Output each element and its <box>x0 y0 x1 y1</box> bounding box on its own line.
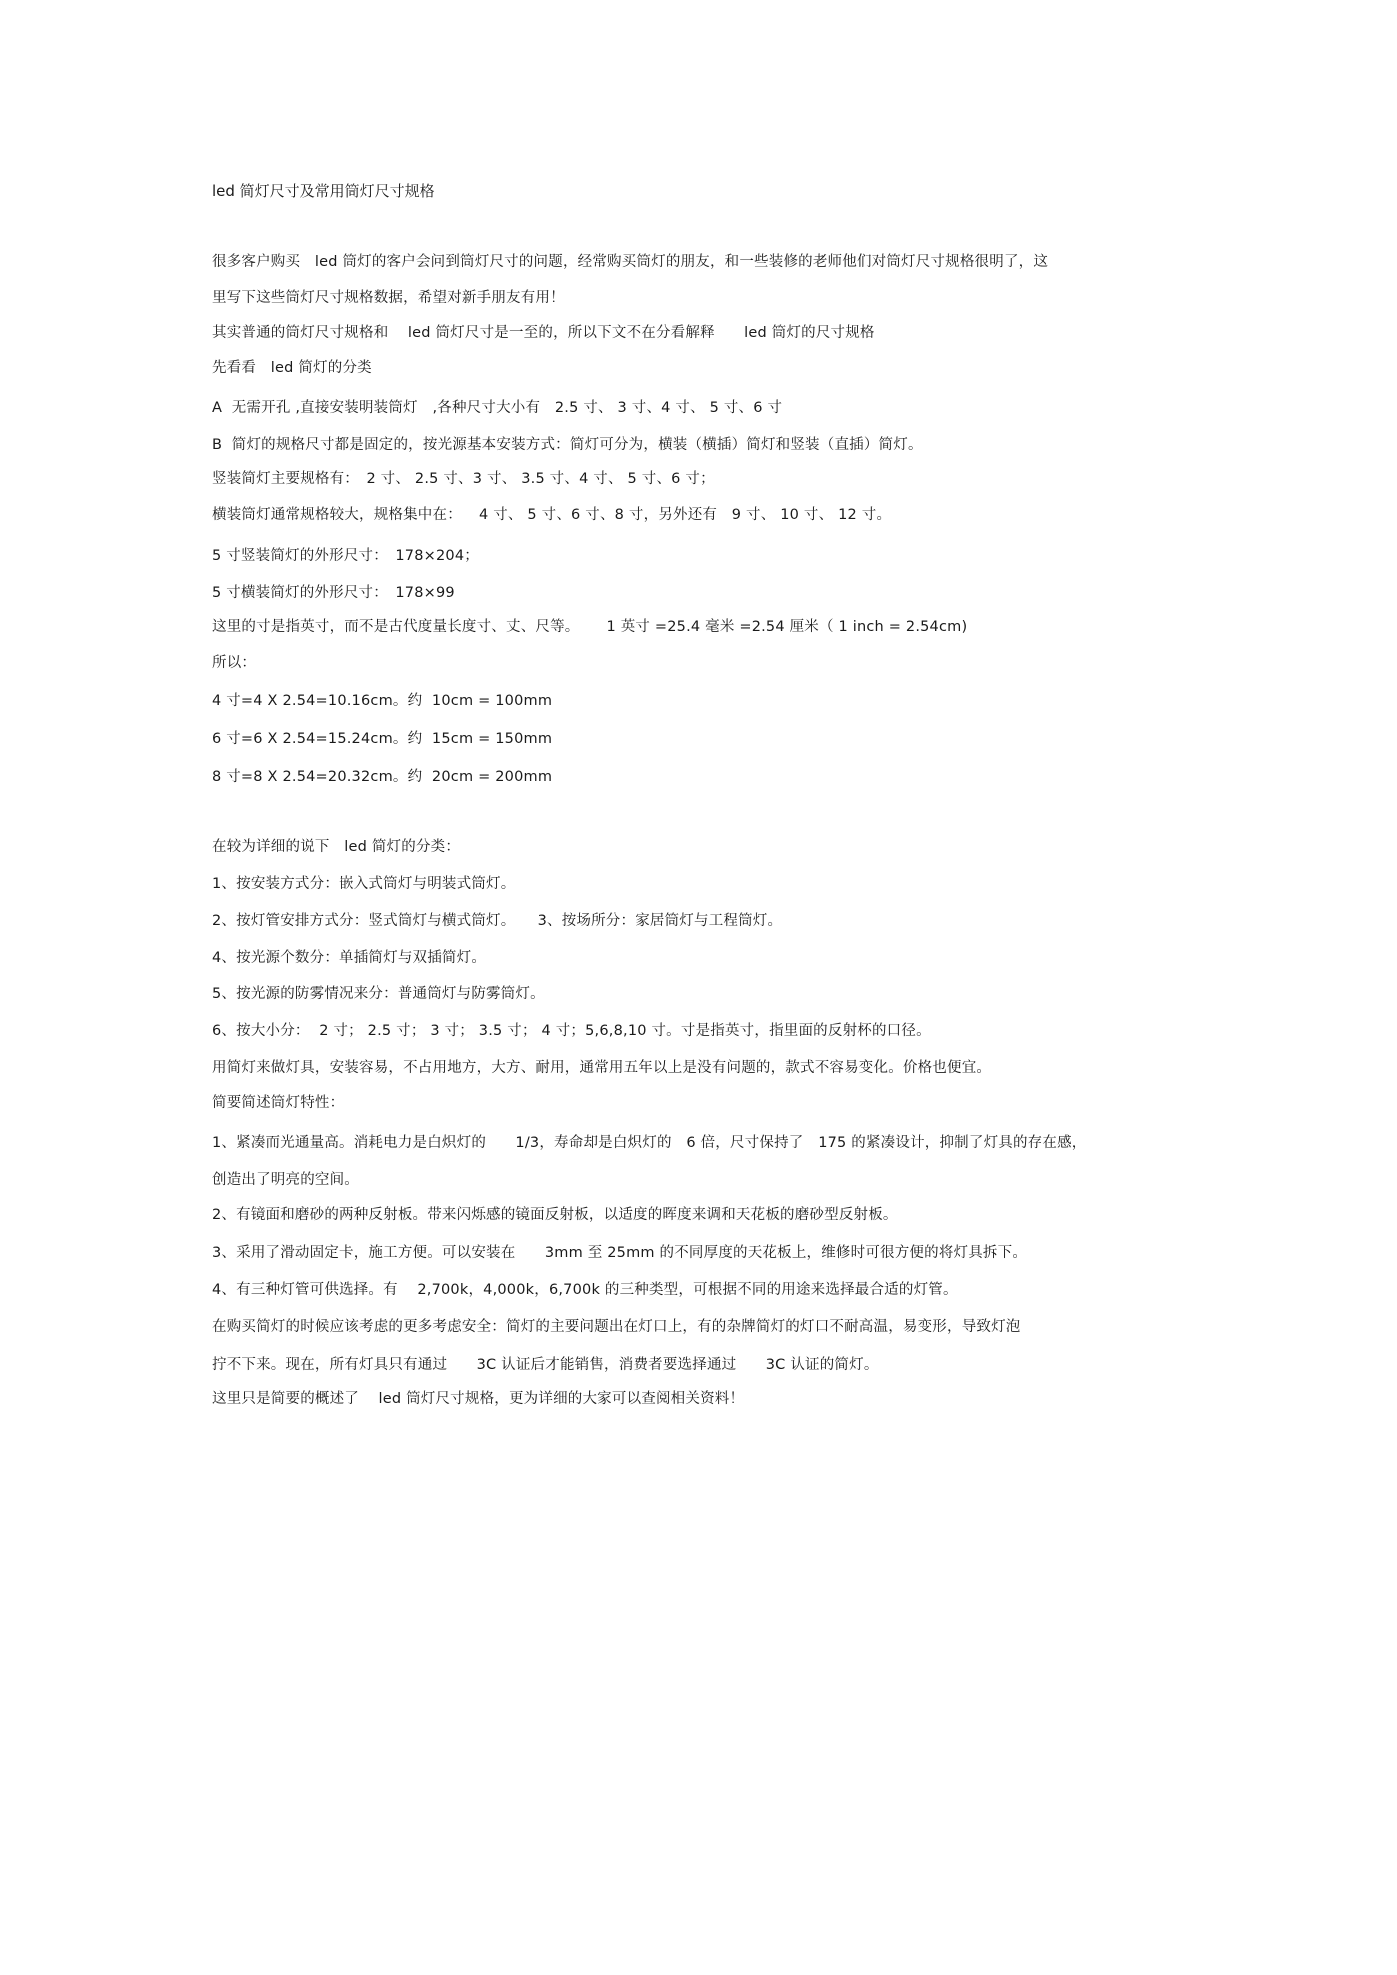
document-title: led 简灯尺寸及常用筒灯尺寸规格 <box>212 182 435 200</box>
paragraph-line: 用简灯来做灯具，安装容易，不占用地方，大方、耐用，通常用五年以上是没有问题的，款式不容易变化。价格也便宜。 <box>212 1060 992 1076</box>
paragraph-line: 拧不下来。现在，所有灯具只有通过 3C 认证后才能销售，消费者要选择通过 3C 认证的简灯。 <box>212 1357 879 1373</box>
paragraph-line: A 无需开孔 ,直接安装明装筒灯 ,各种尺寸大小有 2.5 寸、 3 寸、4 寸、 5 寸、6 寸 <box>212 400 783 416</box>
paragraph-line: 很多客户购买 led 筒灯的客户会问到筒灯尺寸的问题，经常购买筒灯的朋友，和一些装修的老师他们对筒灯尺寸规格很明了，这 <box>212 254 1049 270</box>
paragraph-line: 6、按大小分： 2 寸； 2.5 寸； 3 寸； 3.5 寸； 4 寸；5,6,8,10 寸。寸是指英寸，指里面的反射杯的口径。 <box>212 1023 931 1039</box>
paragraph-line: 1、紧凑而光通量高。消耗电力是白炽灯的 1/3，寿命却是白炽灯的 6 倍，尺寸保持了 175 的紧凑设计，抑制了灯具的存在感， <box>212 1135 1087 1151</box>
paragraph-line: 4、有三种灯管可供选择。有 2,700k，4,000k，6,700k 的三种类型，可根据不同的用途来选择最合适的灯管。 <box>212 1282 958 1298</box>
paragraph-line: 其实普通的筒灯尺寸规格和 led 筒灯尺寸是一至的，所以下文不在分看解释 led 筒灯的尺寸规格 <box>212 325 875 341</box>
paragraph-line: 在购买简灯的时候应该考虑的更多考虑安全：简灯的主要问题出在灯口上，有的杂牌简灯的灯口不耐高温，易变形，导致灯泡 <box>212 1319 1021 1335</box>
paragraph-line: B 简灯的规格尺寸都是固定的，按光源基本安装方式：简灯可分为，横装（横插）简灯和竖装（直插）简灯。 <box>212 437 923 453</box>
paragraph-line: 5 寸横装简灯的外形尺寸： 178×99 <box>212 585 455 601</box>
paragraph-line: 2、按灯管安排方式分：竖式筒灯与横式筒灯。 3、按场所分：家居筒灯与工程筒灯。 <box>212 913 783 929</box>
paragraph-line: 6 寸=6 X 2.54=15.24cm。约 15cm = 150mm <box>212 731 553 747</box>
paragraph-line: 横装筒灯通常规格较大，规格集中在： 4 寸、 5 寸、6 寸、8 寸，另外还有 9 寸、 10 寸、 12 寸。 <box>212 507 892 523</box>
paragraph-line: 4、按光源个数分：单插简灯与双插简灯。 <box>212 950 487 966</box>
paragraph-line: 2、有镜面和磨砂的两种反射板。带来闪烁感的镜面反射板，以适度的晖度来调和天花板的磨砂型反射板。 <box>212 1207 898 1223</box>
paragraph-line: 1、按安装方式分：嵌入式筒灯与明装式筒灯。 <box>212 876 516 892</box>
paragraph-line: 竖装简灯主要规格有： 2 寸、 2.5 寸、3 寸、 3.5 寸、4 寸、 5 寸、6 寸； <box>212 471 715 487</box>
paragraph-line: 3、采用了滑动固定卡，施工方便。可以安装在 3mm 至 25mm 的不同厚度的天花板上，维修时可很方便的将灯具拆下。 <box>212 1245 1028 1261</box>
paragraph-line: 先看看 led 简灯的分类 <box>212 360 372 376</box>
paragraph-line: 简要简述筒灯特性： <box>212 1095 345 1111</box>
paragraph-line: 5 寸竖装简灯的外形尺寸： 178×204； <box>212 548 479 564</box>
paragraph-line: 这里的寸是指英寸，而不是古代度量长度寸、丈、尺等。 1 英寸 =25.4 毫米 =2.54 厘米（ 1 inch = 2.54cm) <box>212 619 968 635</box>
paragraph-line: 里写下这些筒灯尺寸规格数据，希望对新手朋友有用！ <box>212 290 565 306</box>
paragraph-line: 创造出了明亮的空间。 <box>212 1172 359 1188</box>
paragraph-line: 4 寸=4 X 2.54=10.16cm。约 10cm = 100mm <box>212 693 553 709</box>
paragraph-line: 所以： <box>212 655 257 671</box>
paragraph-line: 8 寸=8 X 2.54=20.32cm。约 20cm = 200mm <box>212 769 553 785</box>
paragraph-line: 5、按光源的防雾情况来分：普通筒灯与防雾筒灯。 <box>212 986 545 1002</box>
paragraph-line: 在较为详细的说下 led 简灯的分类： <box>212 839 461 855</box>
paragraph-line: 这里只是简要的概述了 led 筒灯尺寸规格，更为详细的大家可以查阅相关资料！ <box>212 1391 745 1407</box>
